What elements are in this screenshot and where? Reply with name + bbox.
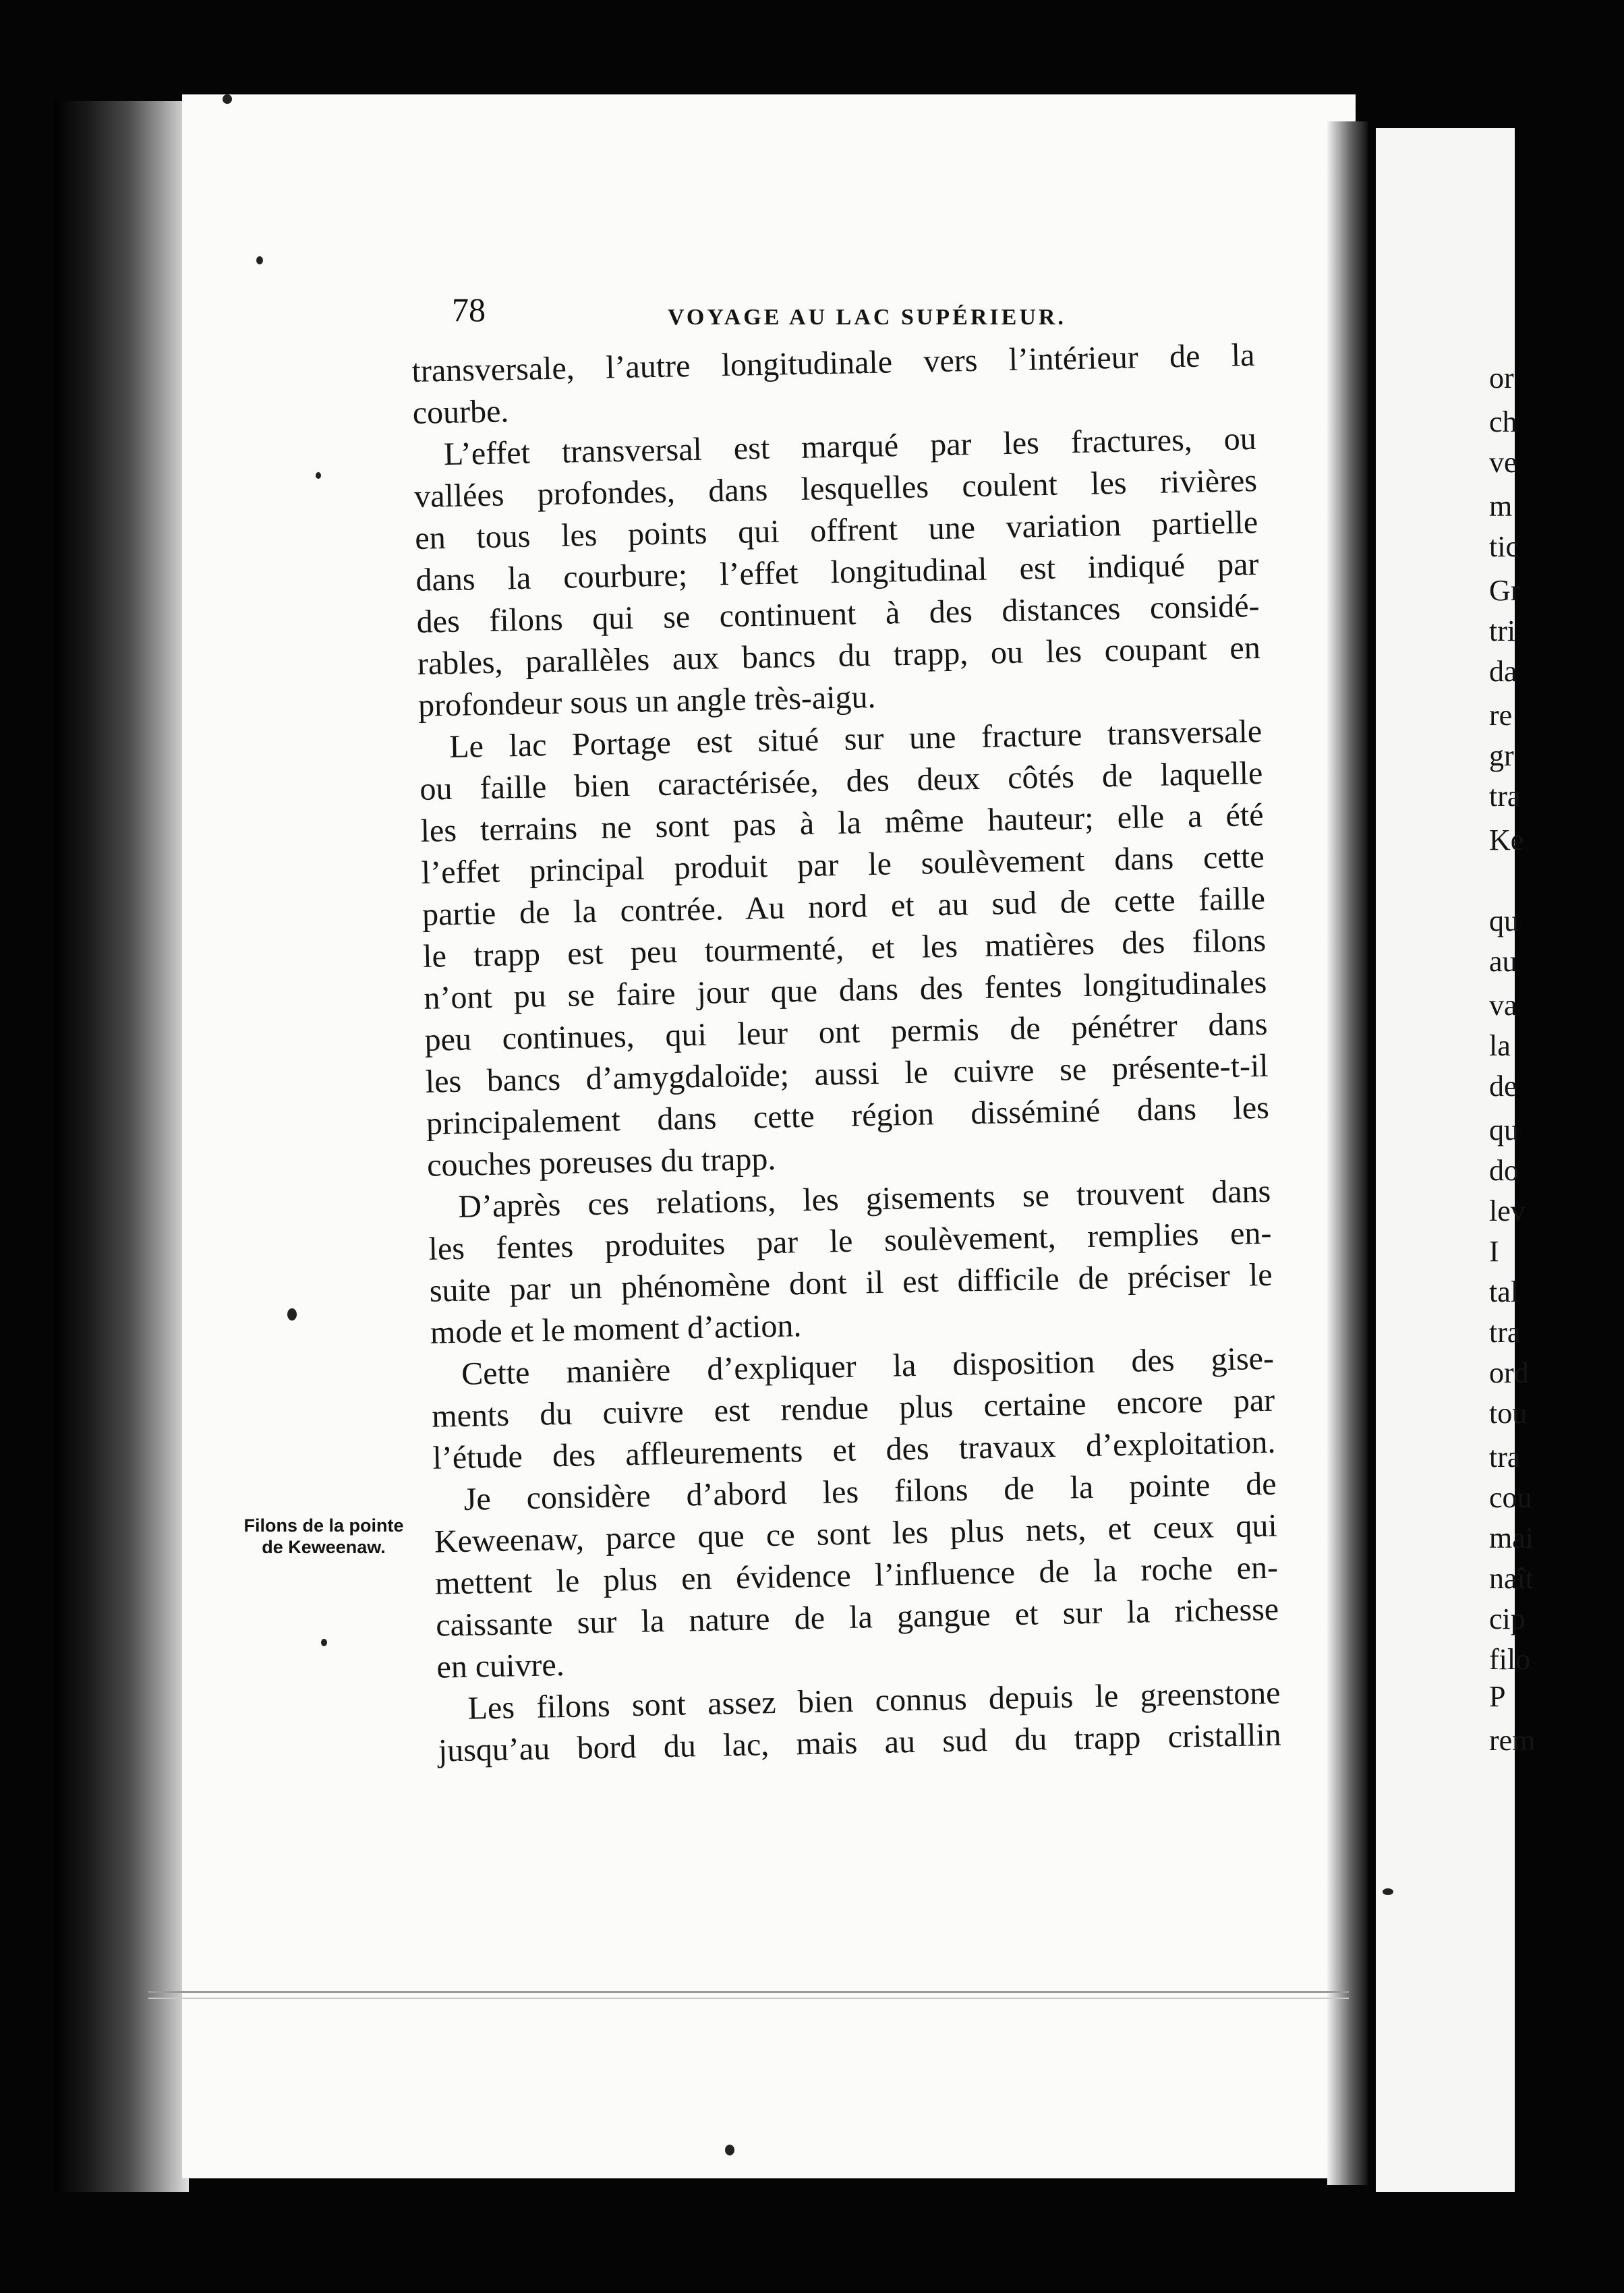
text-line: mettent le plus en évidence l’influence de la roche en- — [434, 1549, 1279, 1602]
facing-page-fragment: tou — [1489, 1397, 1528, 1430]
scan-speck — [287, 1308, 297, 1320]
text-line: vallées profondes, dans lesquelles coulent les rivières — [413, 462, 1258, 515]
facing-page-fragment: do — [1489, 1154, 1519, 1187]
text-line: en tous les points qui offrent une variation partielle — [414, 504, 1258, 556]
facing-page-fragment: ch — [1489, 405, 1517, 438]
text-line: mode et le moment d’action. — [430, 1308, 802, 1351]
page-number: 78 — [452, 291, 486, 328]
facing-page-fragment: P — [1489, 1680, 1506, 1713]
text-line: transversale, l’autre longitudinale vers l’intérieur de la — [411, 337, 1255, 389]
text-line: des filons qui se continuent à des distances considé- — [416, 587, 1260, 640]
text-line: les terrains ne sont pas à la même hauteur; elle a été — [420, 796, 1264, 849]
text-line: suite par un phénomène dont il est difficile de préciser le — [429, 1256, 1273, 1309]
text-line: n’ont pu se faire jour que dans des fentes longitudinales — [423, 964, 1267, 1016]
facing-page-fragment: Ke — [1489, 823, 1524, 857]
text-line: rables, parallèles aux bancs du trapp, ou les coupant en — [417, 629, 1261, 682]
facing-page-fragment: cou — [1489, 1481, 1532, 1514]
text-line: jusqu’au bord du lac, mais au sud du trapp cristallin — [438, 1716, 1282, 1769]
text-line: D’après ces relations, les gisements se trouvent dans — [457, 1173, 1271, 1225]
text-line: Les filons sont assez bien connus depuis le greenstone — [467, 1675, 1281, 1726]
scan-rule-line — [148, 1998, 1349, 1999]
margin-note-line: de Keweenaw. — [262, 1537, 386, 1557]
facing-page-fragment: ord — [1489, 1356, 1529, 1389]
facing-page-fragment: de — [1489, 1070, 1517, 1103]
facing-page-fragment: qu — [1489, 1113, 1519, 1146]
text-line: peu continues, qui leur ont permis de pénétrer dans — [424, 1006, 1268, 1058]
facing-page-fragment: I — [1489, 1235, 1499, 1268]
facing-page-fragment: m — [1489, 490, 1513, 523]
text-line: couches poreuses du trapp. — [426, 1140, 776, 1184]
text-line: les bancs d’amygdaloïde; aussi le cuivre se présente-t-il — [425, 1047, 1269, 1100]
margin-note-line: Filons de la pointe — [243, 1515, 404, 1536]
text-line: partie de la contrée. Au nord et au sud de cette faille — [422, 880, 1266, 933]
facing-page-fragment: re — [1489, 699, 1513, 732]
facing-page-fragment: Gr — [1489, 574, 1521, 607]
text-line: les fentes produites par le soulèvement, remplies en- — [428, 1215, 1272, 1267]
facing-page-fragment: mai — [1489, 1521, 1534, 1555]
body-text — [411, 335, 1281, 1772]
running-head: VOYAGE AU LAC SUPÉRIEUR. — [668, 305, 1066, 330]
facing-page-fragment: tal — [1489, 1275, 1519, 1308]
text-line: en cuivre. — [436, 1647, 565, 1685]
facing-page-fragment: da — [1489, 655, 1517, 688]
facing-page-fragment: lev — [1489, 1194, 1526, 1227]
text-line: caissante sur la nature de la gangue et sur la richesse — [435, 1591, 1279, 1644]
scan-speck — [223, 94, 232, 104]
text-line: l’étude des affleurements et des travaux d’exploitation. — [432, 1424, 1276, 1476]
margin-note — [229, 1515, 418, 1558]
facing-page-fragment: naît — [1489, 1562, 1534, 1595]
text-line: Je considère d’abord les filons de la pointe de — [463, 1465, 1277, 1517]
page-header — [452, 290, 1261, 337]
text-line: Le lac Portage est situé sur une fracture transversale — [448, 713, 1263, 765]
scan-speck — [321, 1639, 327, 1646]
facing-page-fragment: rem — [1489, 1724, 1536, 1757]
text-line: L’effet transversal est marqué par les fractures, ou — [443, 420, 1257, 473]
facing-page-fragment: la — [1489, 1029, 1511, 1062]
scan-speck — [256, 256, 263, 264]
facing-page-fragment: tra — [1489, 1441, 1521, 1474]
scan-speck — [725, 2145, 734, 2155]
text-line: courbe. — [412, 393, 509, 431]
facing-page-fragment: filo — [1489, 1643, 1531, 1676]
facing-page-fragment: or — [1489, 361, 1514, 395]
facing-page — [1376, 128, 1536, 2192]
facing-page-fragment: au — [1489, 945, 1517, 978]
text-line: l’effet principal produit par le soulèvement dans cette — [421, 838, 1265, 891]
text-line: ou faille bien caractérisée, des deux côtés de laquelle — [419, 755, 1263, 807]
scan-speck — [316, 472, 321, 479]
text-line: Cette manière d’expliquer la disposition des gise- — [461, 1340, 1275, 1392]
text-line: profondeur sous un angle très-aigu. — [417, 678, 876, 724]
facing-page-fragment: tra — [1489, 780, 1521, 813]
text-line: dans la courbure; l’effet longitudinal est indiqué par — [415, 546, 1259, 598]
text-line: principalement dans cette région disséminé dans les — [426, 1089, 1270, 1142]
book-spine-shadow — [54, 101, 189, 2192]
facing-page-fragment: cip — [1489, 1602, 1526, 1635]
facing-page-fragment: gr — [1489, 739, 1514, 772]
page-gutter — [1327, 121, 1368, 2185]
scan-rule-line — [148, 1991, 1349, 1993]
facing-page-fragment: qu — [1489, 904, 1519, 937]
facing-page-fragment: tic — [1489, 530, 1519, 563]
text-line: le trapp est peu tourmenté, et les matières des filons — [422, 922, 1267, 975]
facing-page-fragment: va — [1489, 989, 1517, 1022]
facing-page-fragment: tra — [1489, 1316, 1521, 1349]
facing-page-fragment: ve — [1489, 446, 1517, 479]
text-line: Keweenaw, parce que ce sont les plus nets, et ceux qui — [434, 1507, 1278, 1560]
facing-page-fragment: tri — [1489, 614, 1516, 647]
scan-speck — [1383, 1888, 1393, 1895]
text-line: ments du cuivre est rendue plus certaine encore par — [431, 1382, 1275, 1434]
